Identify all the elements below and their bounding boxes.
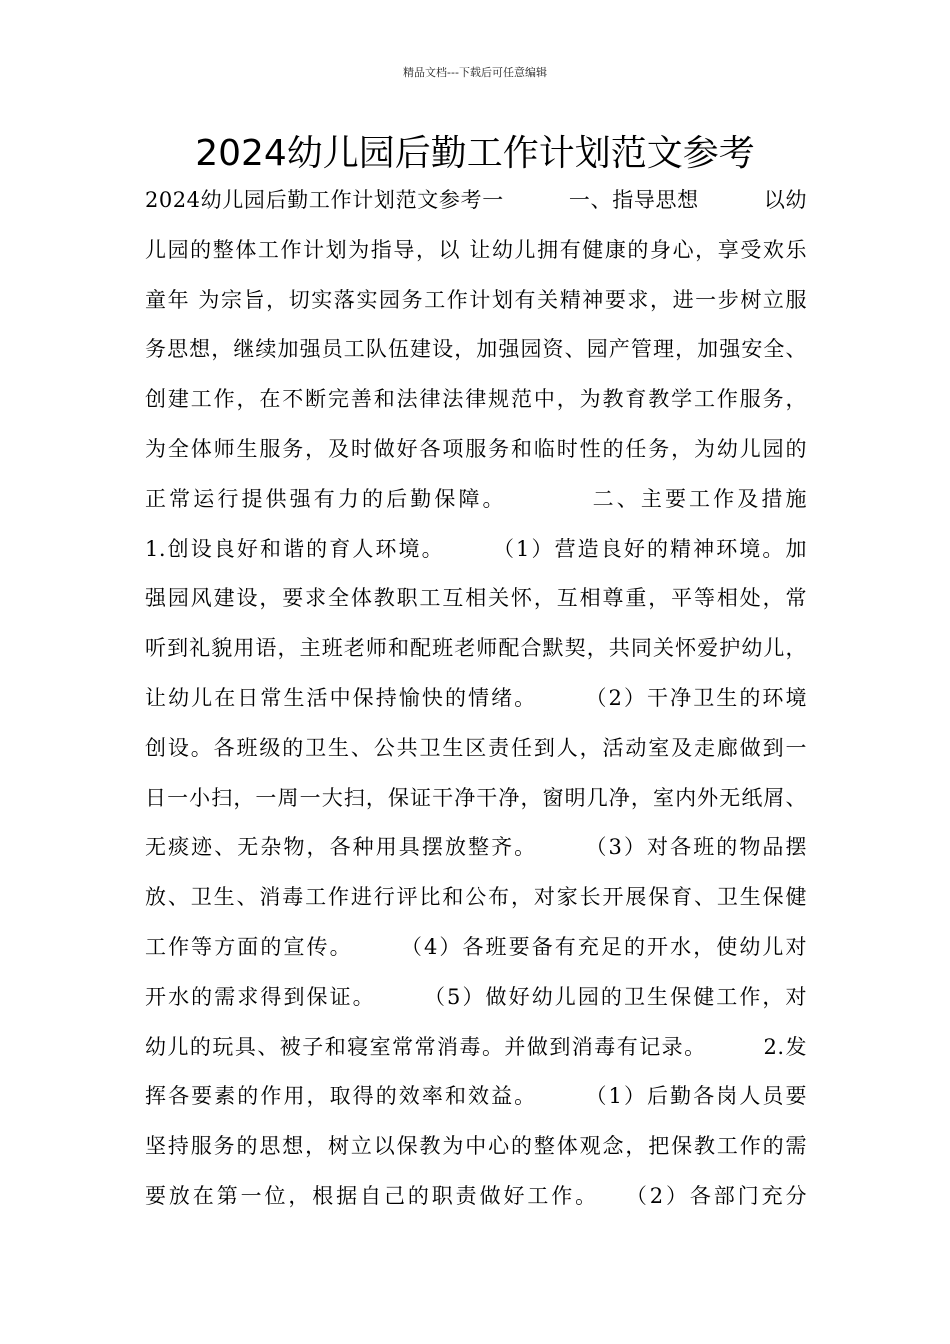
body-line: 无痰迹、无杂物，各种用具摆放整齐。 （3）对各班的物品摆 bbox=[145, 835, 807, 860]
document-body bbox=[145, 176, 807, 1222]
body-line: 幼儿的玩具、被子和寝室常常消毒。并做到消毒有记录。 2.发 bbox=[145, 1034, 807, 1059]
body-line: 创设。各班级的卫生、公共卫生区责任到人，活动室及走廊做到一 bbox=[145, 735, 807, 760]
body-line: 听到礼貌用语，主班老师和配班老师配合默契，共同关怀爱护幼儿， bbox=[145, 636, 807, 661]
body-line: 坚持服务的思想，树立以保教为中心的整体观念，把保教工作的需 bbox=[145, 1134, 807, 1159]
body-line: 强园风建设，要求全体教职工互相关怀，互相尊重，平等相处，常 bbox=[145, 586, 807, 611]
body-line: 1.创设良好和谐的育人环境。 （1）营造良好的精神环境。加 bbox=[145, 536, 807, 561]
body-line: 放、卫生、消毒工作进行评比和公布，对家长开展保育、卫生保健 bbox=[145, 885, 807, 910]
body-line: 儿园的整体工作计划为指导，以 让幼儿拥有健康的身心，享受欢乐 bbox=[145, 237, 807, 262]
body-line: 务思想，继续加强员工队伍建设，加强园资、园产管理，加强安全、 bbox=[145, 337, 807, 362]
header-note: 精品文档---下载后可任意编辑 bbox=[403, 66, 547, 79]
body-line: 童年 为宗旨，切实落实园务工作计划有关精神要求，进一步树立服 bbox=[145, 287, 807, 312]
body-line: 要放在第一位，根据自己的职责做好工作。 （2）各部门充分 bbox=[145, 1183, 807, 1208]
body-line: 创建工作，在不断完善和法律法律规范中，为教育教学工作服务， bbox=[145, 387, 807, 412]
body-line: 2024幼儿园后勤工作计划范文参考一 一、指导思想 以幼 bbox=[145, 188, 807, 212]
body-line: 日一小扫，一周一大扫，保证干净干净，窗明几净，室内外无纸屑、 bbox=[145, 785, 807, 810]
document-title: 2024幼儿园后勤工作计划范文参考 bbox=[195, 133, 755, 174]
body-line: 为全体师生服务，及时做好各项服务和临时性的任务，为幼儿园的 bbox=[145, 436, 807, 461]
body-line: 让幼儿在日常生活中保持愉快的情绪。 （2）干净卫生的环境 bbox=[145, 685, 807, 710]
body-line: 工作等方面的宣传。 （4）各班要备有充足的开水，使幼儿对 bbox=[145, 934, 807, 959]
body-line: 挥各要素的作用，取得的效率和效益。 （1）后勤各岗人员要 bbox=[145, 1084, 807, 1109]
body-line: 开水的需求得到保证。 （5）做好幼儿园的卫生保健工作，对 bbox=[145, 984, 807, 1009]
body-line: 正常运行提供强有力的后勤保障。 二、主要工作及措施 bbox=[145, 486, 807, 511]
